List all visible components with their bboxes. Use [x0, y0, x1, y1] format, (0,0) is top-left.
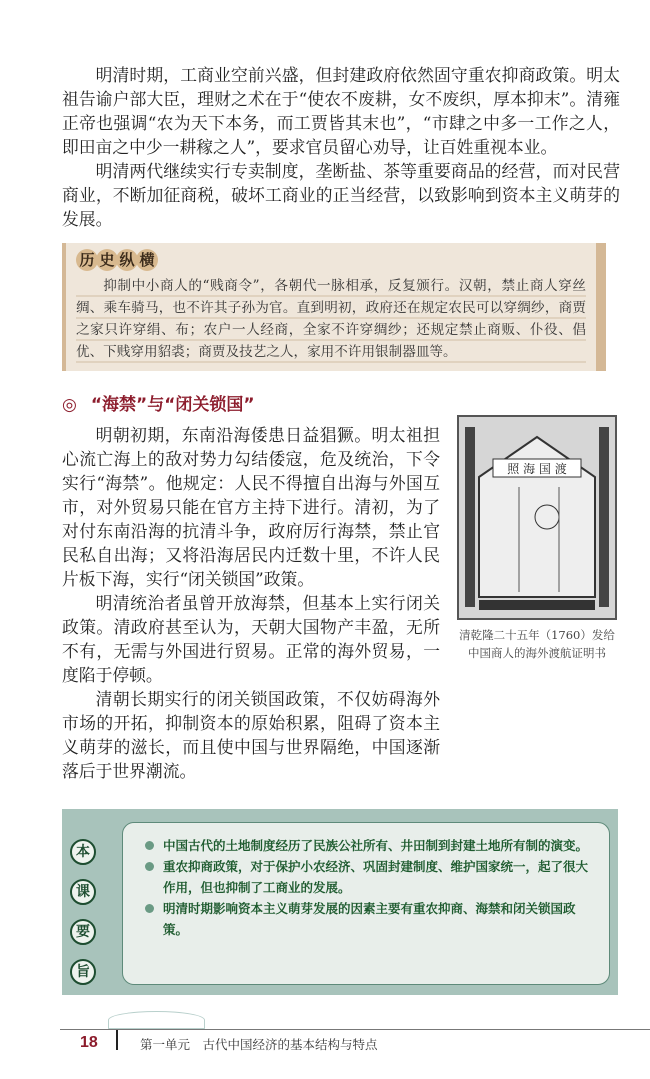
title-char: 史	[96, 249, 118, 271]
caption-line: 中国商人的海外渡航证明书	[468, 646, 606, 660]
figure	[452, 415, 622, 662]
paragraph: 明清两代继续实行专卖制度，垄断盐、茶等重要商品的经营，而对民营商业，不断加征商税，破坏工商业的正当经营，以致影响到资本主义萌芽的发展。	[62, 161, 620, 229]
historical-document-image	[457, 415, 617, 620]
summary-item: 明清时期影响资本主义萌芽发展的因素主要有重农抑商、海禁和闭关锁国政策。	[145, 898, 591, 940]
label-char: 旨	[70, 959, 96, 985]
section-heading	[62, 393, 620, 417]
paragraph: 清朝长期实行的闭关锁国政策，不仅妨碍海外市场的开拓，抑制资本的原始积累，阻碍了资本主义萌芽的滋长，而且使中国与世界隔绝，中国逐渐落后于世界潮流。	[62, 689, 440, 781]
bullseye-icon: ◎	[62, 395, 77, 415]
lesson-summary-box	[62, 809, 618, 995]
summary-content	[122, 822, 610, 985]
cloud-ornament-icon	[108, 1011, 205, 1029]
page-number: 18	[80, 1034, 98, 1051]
label-char: 要	[70, 919, 96, 945]
section-title: “海禁”与“闭关锁国”	[90, 395, 255, 415]
unit-title: 第一单元 古代中国经济的基本结构与特点	[140, 1037, 378, 1052]
section-body	[62, 423, 620, 783]
image-text: 照 海 国 渡	[507, 462, 567, 476]
document-illustration	[459, 417, 615, 618]
summary-label	[70, 822, 96, 985]
title-char: 纵	[116, 249, 138, 271]
title-char: 横	[136, 249, 158, 271]
section-text-column	[62, 423, 440, 783]
paragraph: 明清统治者虽曾开放海禁，但基本上实行闭关政策。清政府甚至认为，天朝大国物产丰盈，无所不有，无需与外国进行贸易。正常的海外贸易，一度陷于停顿。	[62, 593, 440, 685]
label-char: 课	[70, 879, 96, 905]
paragraph: 明朝初期，东南沿海倭患日益猖獗。明太祖担心流亡海上的敌对势力勾结倭寇，危及统治，下令实行“海禁”。他规定：人民不得擅自出海与外国互市，对外贸易只能在官方主持下进行。清初，为了对付东南沿海的抗清斗争，政府厉行海禁，禁止官民私自出海；又将沿海居民内迁数十里，不许人民片板下海，实行“闭关锁国”政策。	[62, 425, 440, 589]
summary-item: 重农抑商政策，对于保护小农经济、巩固封建制度、维护国家统一，起了很大作用，但也抑制了工商业的发展。	[145, 856, 591, 898]
title-char: 历	[76, 249, 98, 271]
summary-item: 中国古代的土地制度经历了民族公社所有、井田制到封建土地所有制的演变。	[145, 835, 591, 856]
paragraph: 明清时期，工商业空前兴盛，但封建政府依然固守重农抑商政策。明太祖告谕户部大臣，理财之术在于“使农不废耕，女不废织，厚本抑末”。清雍正帝也强调“农为天下本务，而工贾皆其末也”，“市肆之中多一工作之人，即田亩之中少一耕稼之人”，要求官员留心劝导，让百姓重视本业。	[62, 65, 620, 157]
image-caption	[452, 626, 622, 662]
page-footer	[60, 1029, 620, 1059]
caption-line: 清乾隆二十五年（1760）发给	[459, 628, 615, 642]
sidebar-title	[76, 249, 586, 271]
history-sidebar-box	[62, 243, 606, 371]
label-char: 本	[70, 839, 96, 865]
sidebar-text: 抑制中小商人的“贱商令”，各朝代一脉相承，反复颁行。汉朝，禁止商人穿丝绸、乘车骑马，也不许其子孙为官。直到明初，政府还在规定农民可以穿绸纱，商贾之家只许穿绢、布；农户一人经商，全家不许穿绸纱；还规定禁止商贩、仆役、倡优、下贱穿用貂裘；商贾及技艺之人，家用不许用银制器皿等。	[76, 275, 586, 363]
footer-separator	[116, 1030, 118, 1050]
footer-divider	[60, 1029, 650, 1030]
